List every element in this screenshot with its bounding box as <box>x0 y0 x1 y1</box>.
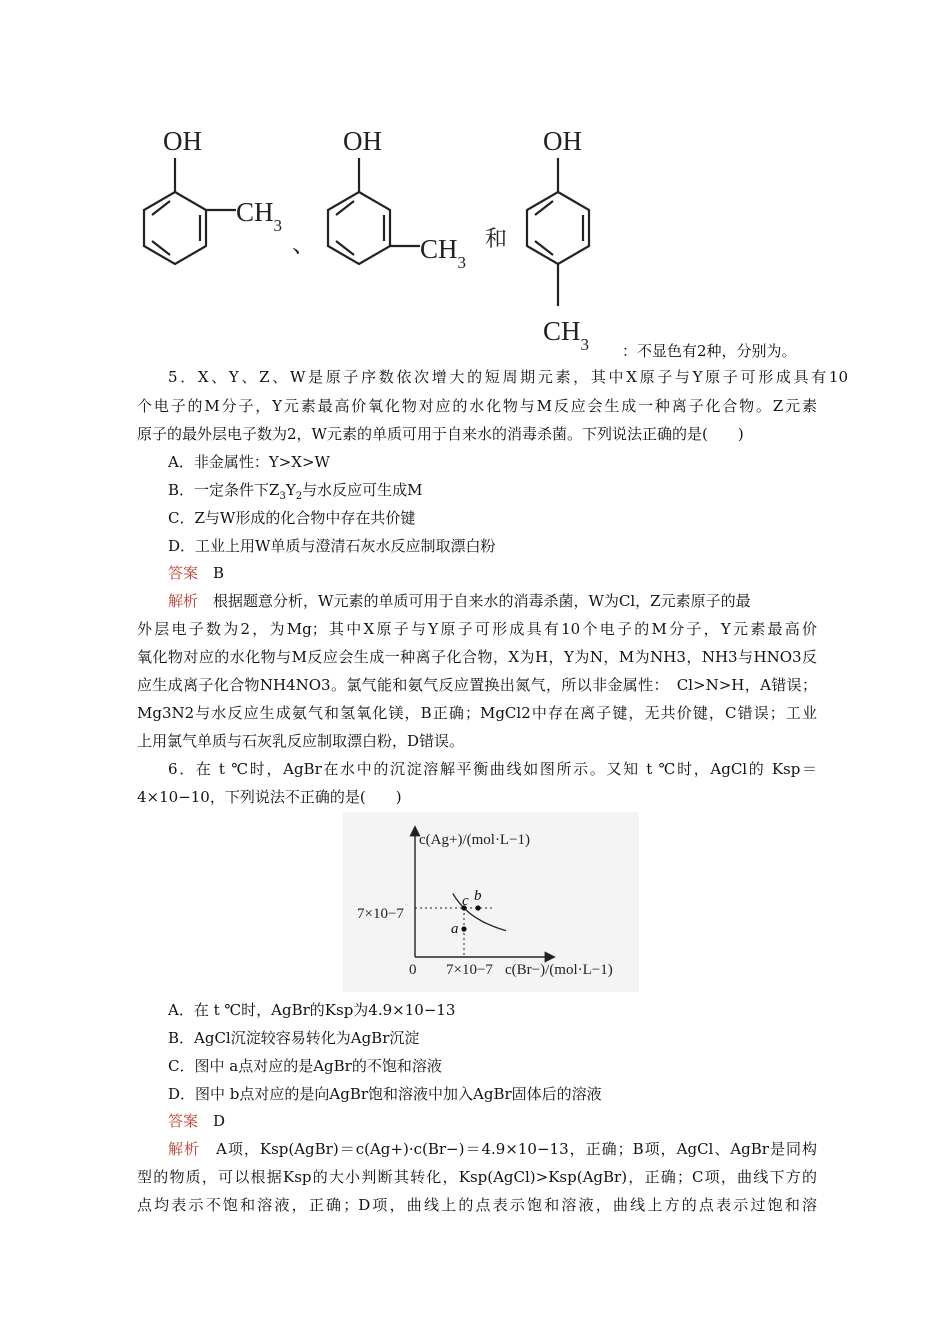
ch-label-1: $CH_3$ <box>236 197 283 235</box>
q5-analysis-line1: 解析 根据题意分析，W元素的单质可用于自来水的消毒杀菌，W为Cl，Z元素原子的最 <box>168 592 751 610</box>
q6-analysis-line2: 型的物质，可以根据Ksp的大小判断其转化，Ksp(AgCl)>Ksp(AgBr)，正确；C项，曲线下方的 <box>137 1168 817 1186</box>
point-a <box>461 926 466 931</box>
q6-option-c: C．图中 a点对应的是AgBr的不饱和溶液 <box>168 1057 442 1075</box>
answer-label: 答案 <box>168 1112 199 1130</box>
analysis-label: 解析 <box>168 1140 201 1158</box>
q5-option-a: A．非金属性：Y>X>W <box>168 453 330 471</box>
m-cresol-structure <box>328 158 420 264</box>
ch-label-2: $CH_3$ <box>420 234 467 272</box>
q5-option-d: D．工业上用W单质与澄清石灰水反应制取漂白粉 <box>168 537 496 555</box>
y-axis-label: c(Ag+)/(mol·L−1) <box>419 832 531 848</box>
q5-stem-line3: 原子的最外层电子数为2，W元素的单质可用于自来水的消毒杀菌。下列说法正确的是( ) <box>137 425 744 443</box>
q5-analysis-line3: 氧化物对应的水化物与M反应会生成一种离子化合物，X为H，Y为N，M为NH3，NH3与HNO3反 <box>137 648 817 666</box>
q6-option-d: D．图中 b点对应的是向AgBr饱和溶液中加入AgBr固体后的溶液 <box>168 1085 602 1103</box>
q6-stem-line2: 4×10−10，下列说法不正确的是( ) <box>137 788 402 806</box>
q6-option-b: B．AgCl沉淀较容易转化为AgBr沉淀 <box>168 1029 420 1047</box>
x-axis-label: c(Br−)/(mol·L−1) <box>505 962 613 978</box>
y-tick-label: 7×10−7 <box>357 906 404 922</box>
origin-label: 0 <box>409 962 417 978</box>
q6-stem-line1: 6．在 t ℃时，AgBr在水中的沉淀溶解平衡曲线如图所示。又知 t ℃时，AgCl的 Ksp＝ <box>168 760 817 778</box>
point-label-c: c <box>462 893 469 909</box>
q5-option-b: B．一定条件下$Z_3Y_2$与水反应可生成M <box>168 481 423 502</box>
q6-option-a: A．在 t ℃时，AgBr的Ksp为4.9×10−13 <box>168 1001 456 1019</box>
separator-comma: 、 <box>292 232 316 258</box>
ch-label-3: $CH_3$ <box>543 316 590 354</box>
q5-analysis-line5: Mg3N2与水反应生成氨气和氢氧化镁，B正确；MgCl2中存在离子键，无共价键，C错误；工业 <box>137 704 817 722</box>
q5-option-c: C．Z与W形成的化合物中存在共价键 <box>168 509 416 527</box>
oh-label-1: OH <box>163 126 202 156</box>
analysis-label: 解析 <box>168 592 199 610</box>
answer-value: D <box>213 1112 226 1130</box>
q5-stem-line2: 个电子的M分子，Y元素最高价氧化物对应的水化物与M反应会生成一种离子化合物。Z元素 <box>137 397 817 415</box>
q5-stem-line1: 5．X、Y、Z、W是原子序数依次增大的短周期元素，其中X原子与Y原子可形成具有10 <box>168 368 848 386</box>
point-label-a: a <box>451 921 459 937</box>
q5-analysis-line4: 应生成离子化合物NH4NO3。氯气能和氨气反应置换出氮气，所以非金属性： Cl>N>H，A错误； <box>137 676 817 694</box>
q5-answer <box>168 563 848 583</box>
point-b <box>475 905 480 910</box>
cresol-trailing-text: ：不显色有2种，分别为。 <box>622 342 797 360</box>
q6-analysis-line3: 点均表示不饱和溶液，正确；D项，曲线上的点表示饱和溶液，曲线上方的点表示过饱和溶 <box>137 1196 817 1214</box>
oh-label-2: OH <box>343 126 382 156</box>
q6-analysis-line1: 解析 A项，Ksp(AgBr)＝c(Ag+)·c(Br−)＝4.9×10−13，正确；B项，AgCl、AgBr是同构 <box>168 1140 817 1158</box>
oh-label-3: OH <box>543 126 582 156</box>
solubility-graph <box>343 812 639 992</box>
cresol-structures <box>130 118 630 358</box>
q5-analysis-line6: 上用氯气单质与石灰乳反应制取漂白粉，D错误。 <box>137 732 465 750</box>
point-label-b: b <box>474 888 482 904</box>
o-cresol-structure <box>144 158 236 264</box>
separator-and: 和 <box>485 226 508 251</box>
q5-analysis-line2: 外层电子数为2，为Mg；其中X原子与Y原子可形成具有10个电子的M分子，Y元素最高价 <box>137 620 817 638</box>
p-cresol-structure <box>527 158 589 306</box>
q6-answer <box>168 1111 848 1131</box>
answer-value: B <box>213 564 225 582</box>
answer-label: 答案 <box>168 564 199 582</box>
x-tick-label: 7×10−7 <box>446 962 493 978</box>
